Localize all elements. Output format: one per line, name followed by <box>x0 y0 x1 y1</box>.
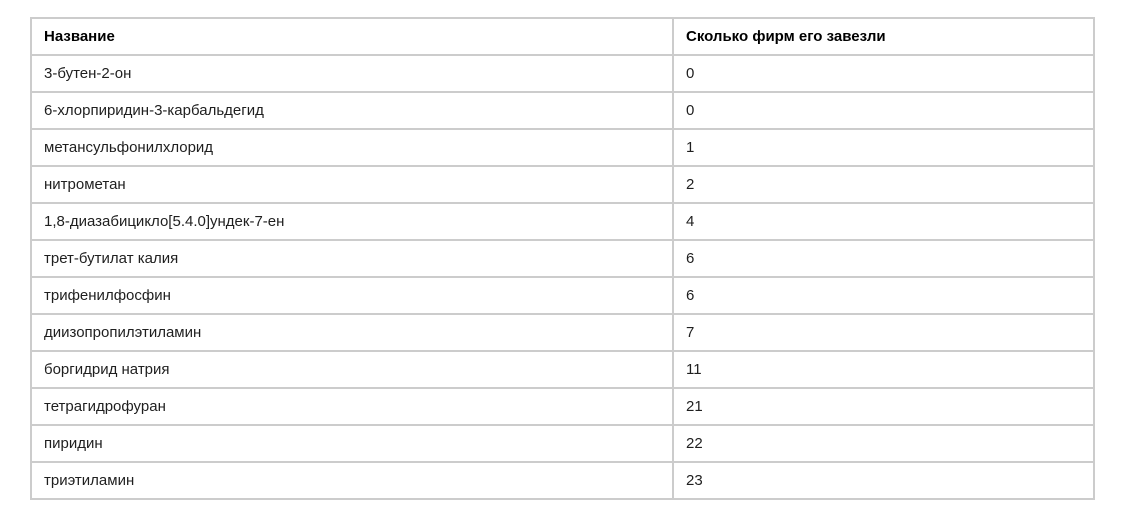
table-row <box>31 388 1094 425</box>
substance-name-cell: метансульфонилхлорид <box>31 129 673 166</box>
substance-name-cell: диизопропилэтиламин <box>31 314 673 351</box>
substance-name-cell: боргидрид натрия <box>31 351 673 388</box>
firm-count-cell: 21 <box>673 388 1094 425</box>
table-row <box>31 240 1094 277</box>
substance-name-cell: 6-хлорпиридин-3-карбальдегид <box>31 92 673 129</box>
firm-count-cell: 6 <box>673 240 1094 277</box>
firm-count-cell: 7 <box>673 314 1094 351</box>
header-row <box>31 18 1094 55</box>
column-header-count: Сколько фирм его завезли <box>673 18 1094 55</box>
firm-count-cell: 6 <box>673 277 1094 314</box>
table-row <box>31 277 1094 314</box>
firm-count-cell: 4 <box>673 203 1094 240</box>
table-row <box>31 425 1094 462</box>
substance-name-cell: триэтиламин <box>31 462 673 499</box>
firm-count-cell: 23 <box>673 462 1094 499</box>
substance-name-cell: пиридин <box>31 425 673 462</box>
substance-name-cell: нитрометан <box>31 166 673 203</box>
imports-table <box>30 17 1095 500</box>
substance-name-cell: трет-бутилат калия <box>31 240 673 277</box>
table-row <box>31 351 1094 388</box>
column-header-name: Название <box>31 18 673 55</box>
substance-name-cell: 1,8-диазабицикло[5.4.0]ундек-7-ен <box>31 203 673 240</box>
table-row <box>31 314 1094 351</box>
substance-name-cell: 3-бутен-2-он <box>31 55 673 92</box>
firm-count-cell: 0 <box>673 92 1094 129</box>
substance-name-cell: трифенилфосфин <box>31 277 673 314</box>
firm-count-cell: 0 <box>673 55 1094 92</box>
firm-count-cell: 1 <box>673 129 1094 166</box>
substance-name-cell: тетрагидрофуран <box>31 388 673 425</box>
firm-count-cell: 2 <box>673 166 1094 203</box>
table-row <box>31 203 1094 240</box>
table-row <box>31 129 1094 166</box>
table-row <box>31 462 1094 499</box>
table-row <box>31 92 1094 129</box>
firm-count-cell: 22 <box>673 425 1094 462</box>
table-row <box>31 55 1094 92</box>
firm-count-cell: 11 <box>673 351 1094 388</box>
table-row <box>31 166 1094 203</box>
